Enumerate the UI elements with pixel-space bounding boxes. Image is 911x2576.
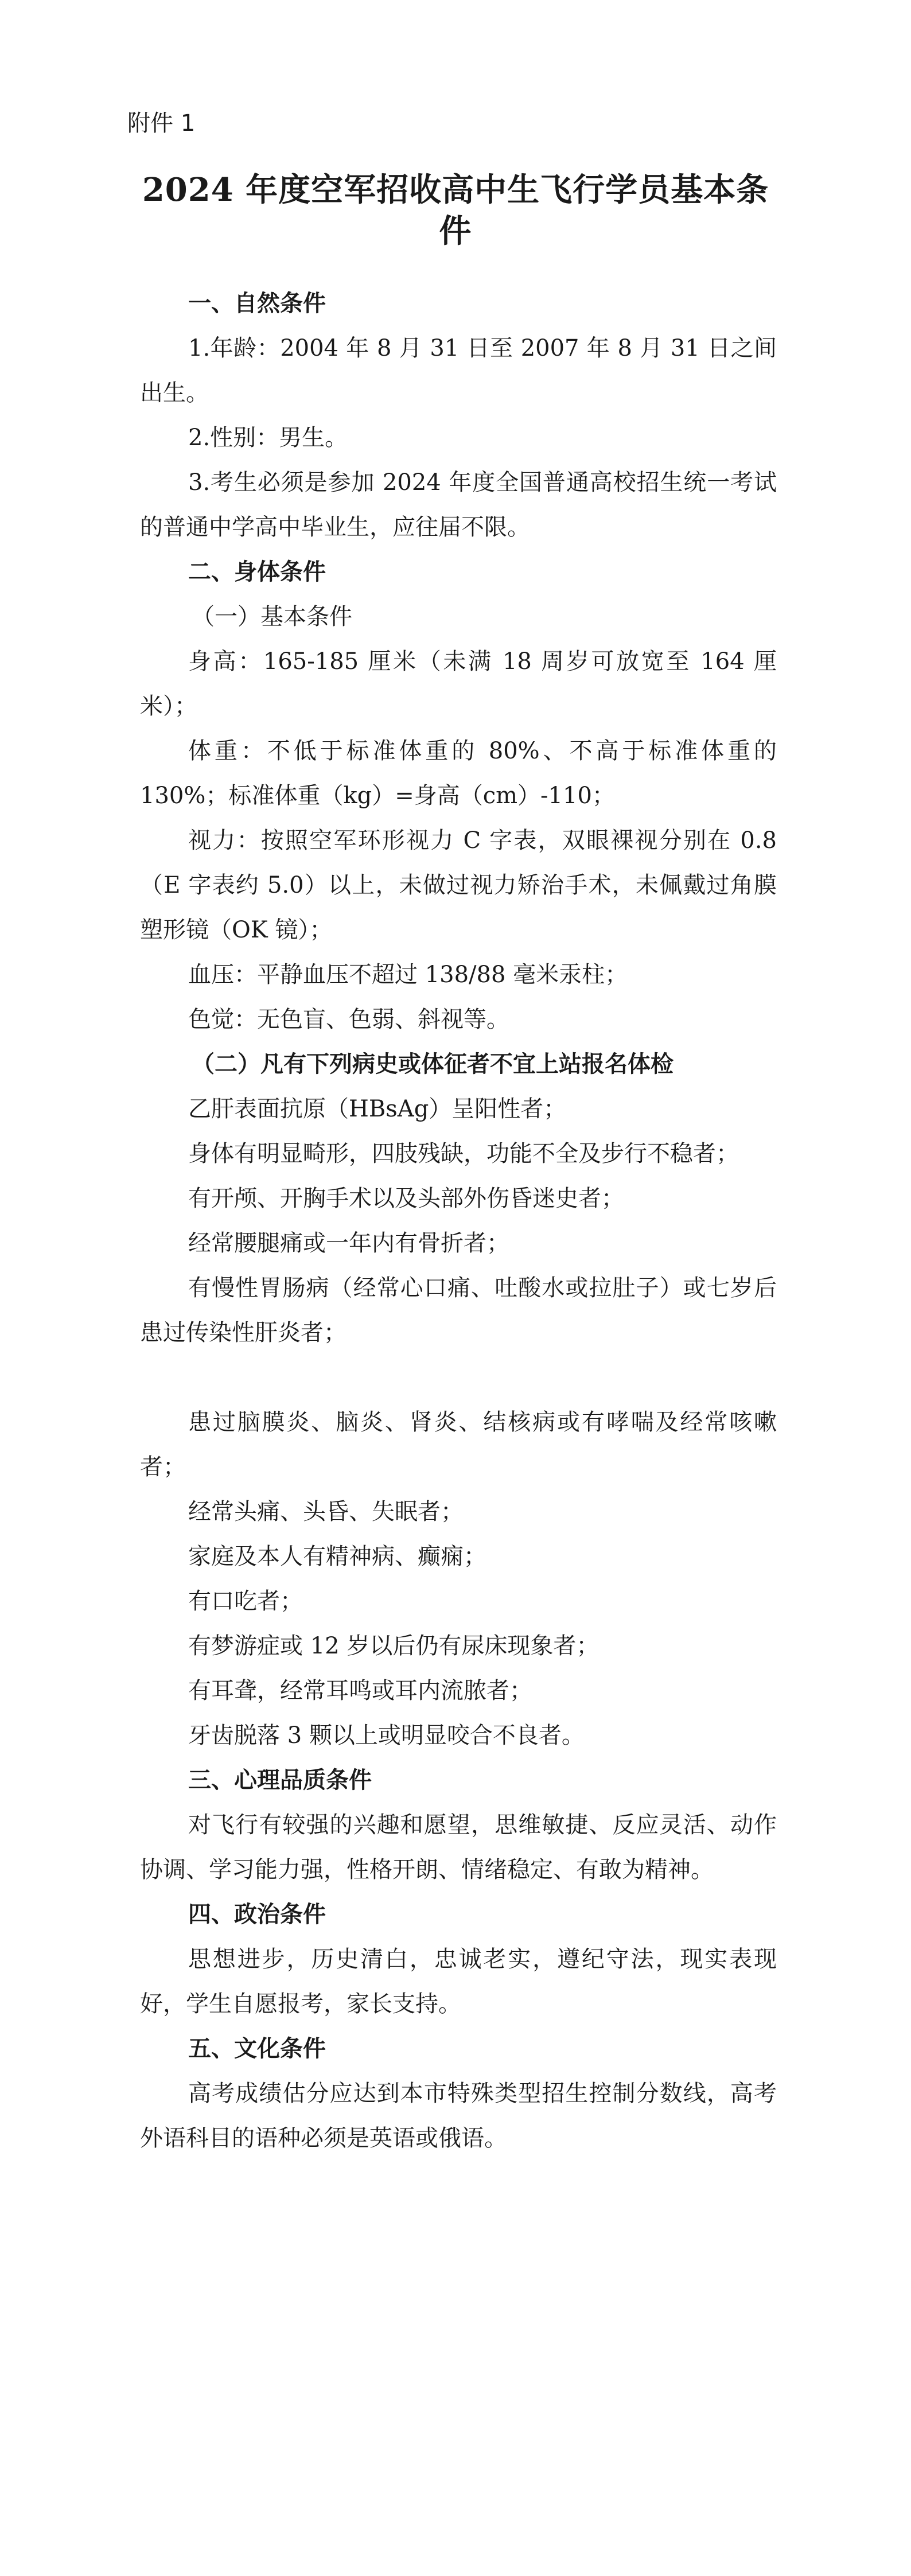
paragraph-psychological: 对飞行有较强的兴趣和愿望，思维敏捷、反应灵活、动作协调、学习能力强，性格开朗、情绪稳定、有敢为精神。	[140, 1812, 777, 1883]
subheading-disqualifying-history: （二）凡有下列病史或体征者不宜上站报名体检	[192, 1050, 673, 1077]
body-section-upper	[140, 281, 777, 1355]
heading-physical-conditions: 二、身体条件	[188, 559, 326, 585]
paragraph-color-vision: 色觉：无色盲、色弱、斜视等。	[188, 1006, 509, 1033]
paragraph-weight: 体重：不低于标准体重的 80%、不高于标准体重的 130%；标准体重（kg）=身高（cm）-110；	[140, 738, 777, 809]
attachment-label: 附件 1	[127, 110, 196, 137]
list-item: 身体有明显畸形，四肢残缺，功能不全及步行不稳者；	[188, 1141, 739, 1167]
list-item: 有慢性胃肠病（经常心口痛、吐酸水或拉肚子）或七岁后患过传染性肝炎者；	[140, 1275, 777, 1346]
list-item: 经常腰腿痛或一年内有骨折者；	[188, 1230, 509, 1256]
heading-education-conditions: 五、文化条件	[188, 2036, 326, 2062]
body-section-lower	[140, 1400, 777, 2161]
list-item: 有开颅、开胸手术以及头部外伤昏迷史者；	[188, 1185, 624, 1212]
paragraph-political: 思想进步，历史清白，忠诚老实，遵纪守法，现实表现好，学生自愿报考，家长支持。	[140, 1946, 777, 2017]
heading-psychological-conditions: 三、心理品质条件	[188, 1767, 372, 1793]
list-item: 家庭及本人有精神病、癫痫；	[188, 1543, 486, 1570]
paragraph-gender: 2.性别：男生。	[188, 425, 348, 451]
list-item: 患过脑膜炎、脑炎、肾炎、结核病或有哮喘及经常咳嗽者；	[140, 1409, 777, 1480]
paragraph-vision: 视力：按照空军环形视力 C 字表，双眼裸视分别在 0.8（E 字表约 5.0）以上，未做过视力矫治手术，未佩戴过角膜塑形镜（OK 镜）；	[140, 827, 777, 943]
paragraph-blood-pressure: 血压：平静血压不超过 138/88 毫米汞柱；	[188, 962, 628, 988]
list-item: 有口吃者；	[188, 1588, 303, 1614]
list-item: 有梦游症或 12 岁以后仍有尿床现象者；	[188, 1633, 599, 1659]
paragraph-age: 1.年龄：2004 年 8 月 31 日至 2007 年 8 月 31 日之间出生。	[140, 335, 777, 406]
document-title: 2024 年度空军招收高中生飞行学员基本条件	[142, 171, 769, 250]
list-item: 牙齿脱落 3 颗以上或明显咬合不良者。	[188, 1722, 585, 1749]
paragraph-exam-eligibility: 3.考生必须是参加 2024 年度全国普通高校招生统一考试的普通中学高中毕业生，应往届不限。	[140, 469, 777, 540]
subheading-basic-conditions: （一）基本条件	[192, 604, 352, 630]
list-item: 经常头痛、头昏、失眠者；	[188, 1499, 464, 1525]
paragraph-education: 高考成绩估分应达到本市特殊类型招生控制分数线，高考外语科目的语种必须是英语或俄语。	[140, 2080, 777, 2151]
heading-natural-conditions: 一、自然条件	[188, 290, 326, 317]
paragraph-height: 身高：165-185 厘米（未满 18 周岁可放宽至 164 厘米）；	[140, 648, 777, 719]
heading-political-conditions: 四、政治条件	[188, 1901, 326, 1928]
list-item: 有耳聋，经常耳鸣或耳内流脓者；	[188, 1678, 532, 1704]
list-item: 乙肝表面抗原（HBsAg）呈阳性者；	[188, 1096, 567, 1122]
